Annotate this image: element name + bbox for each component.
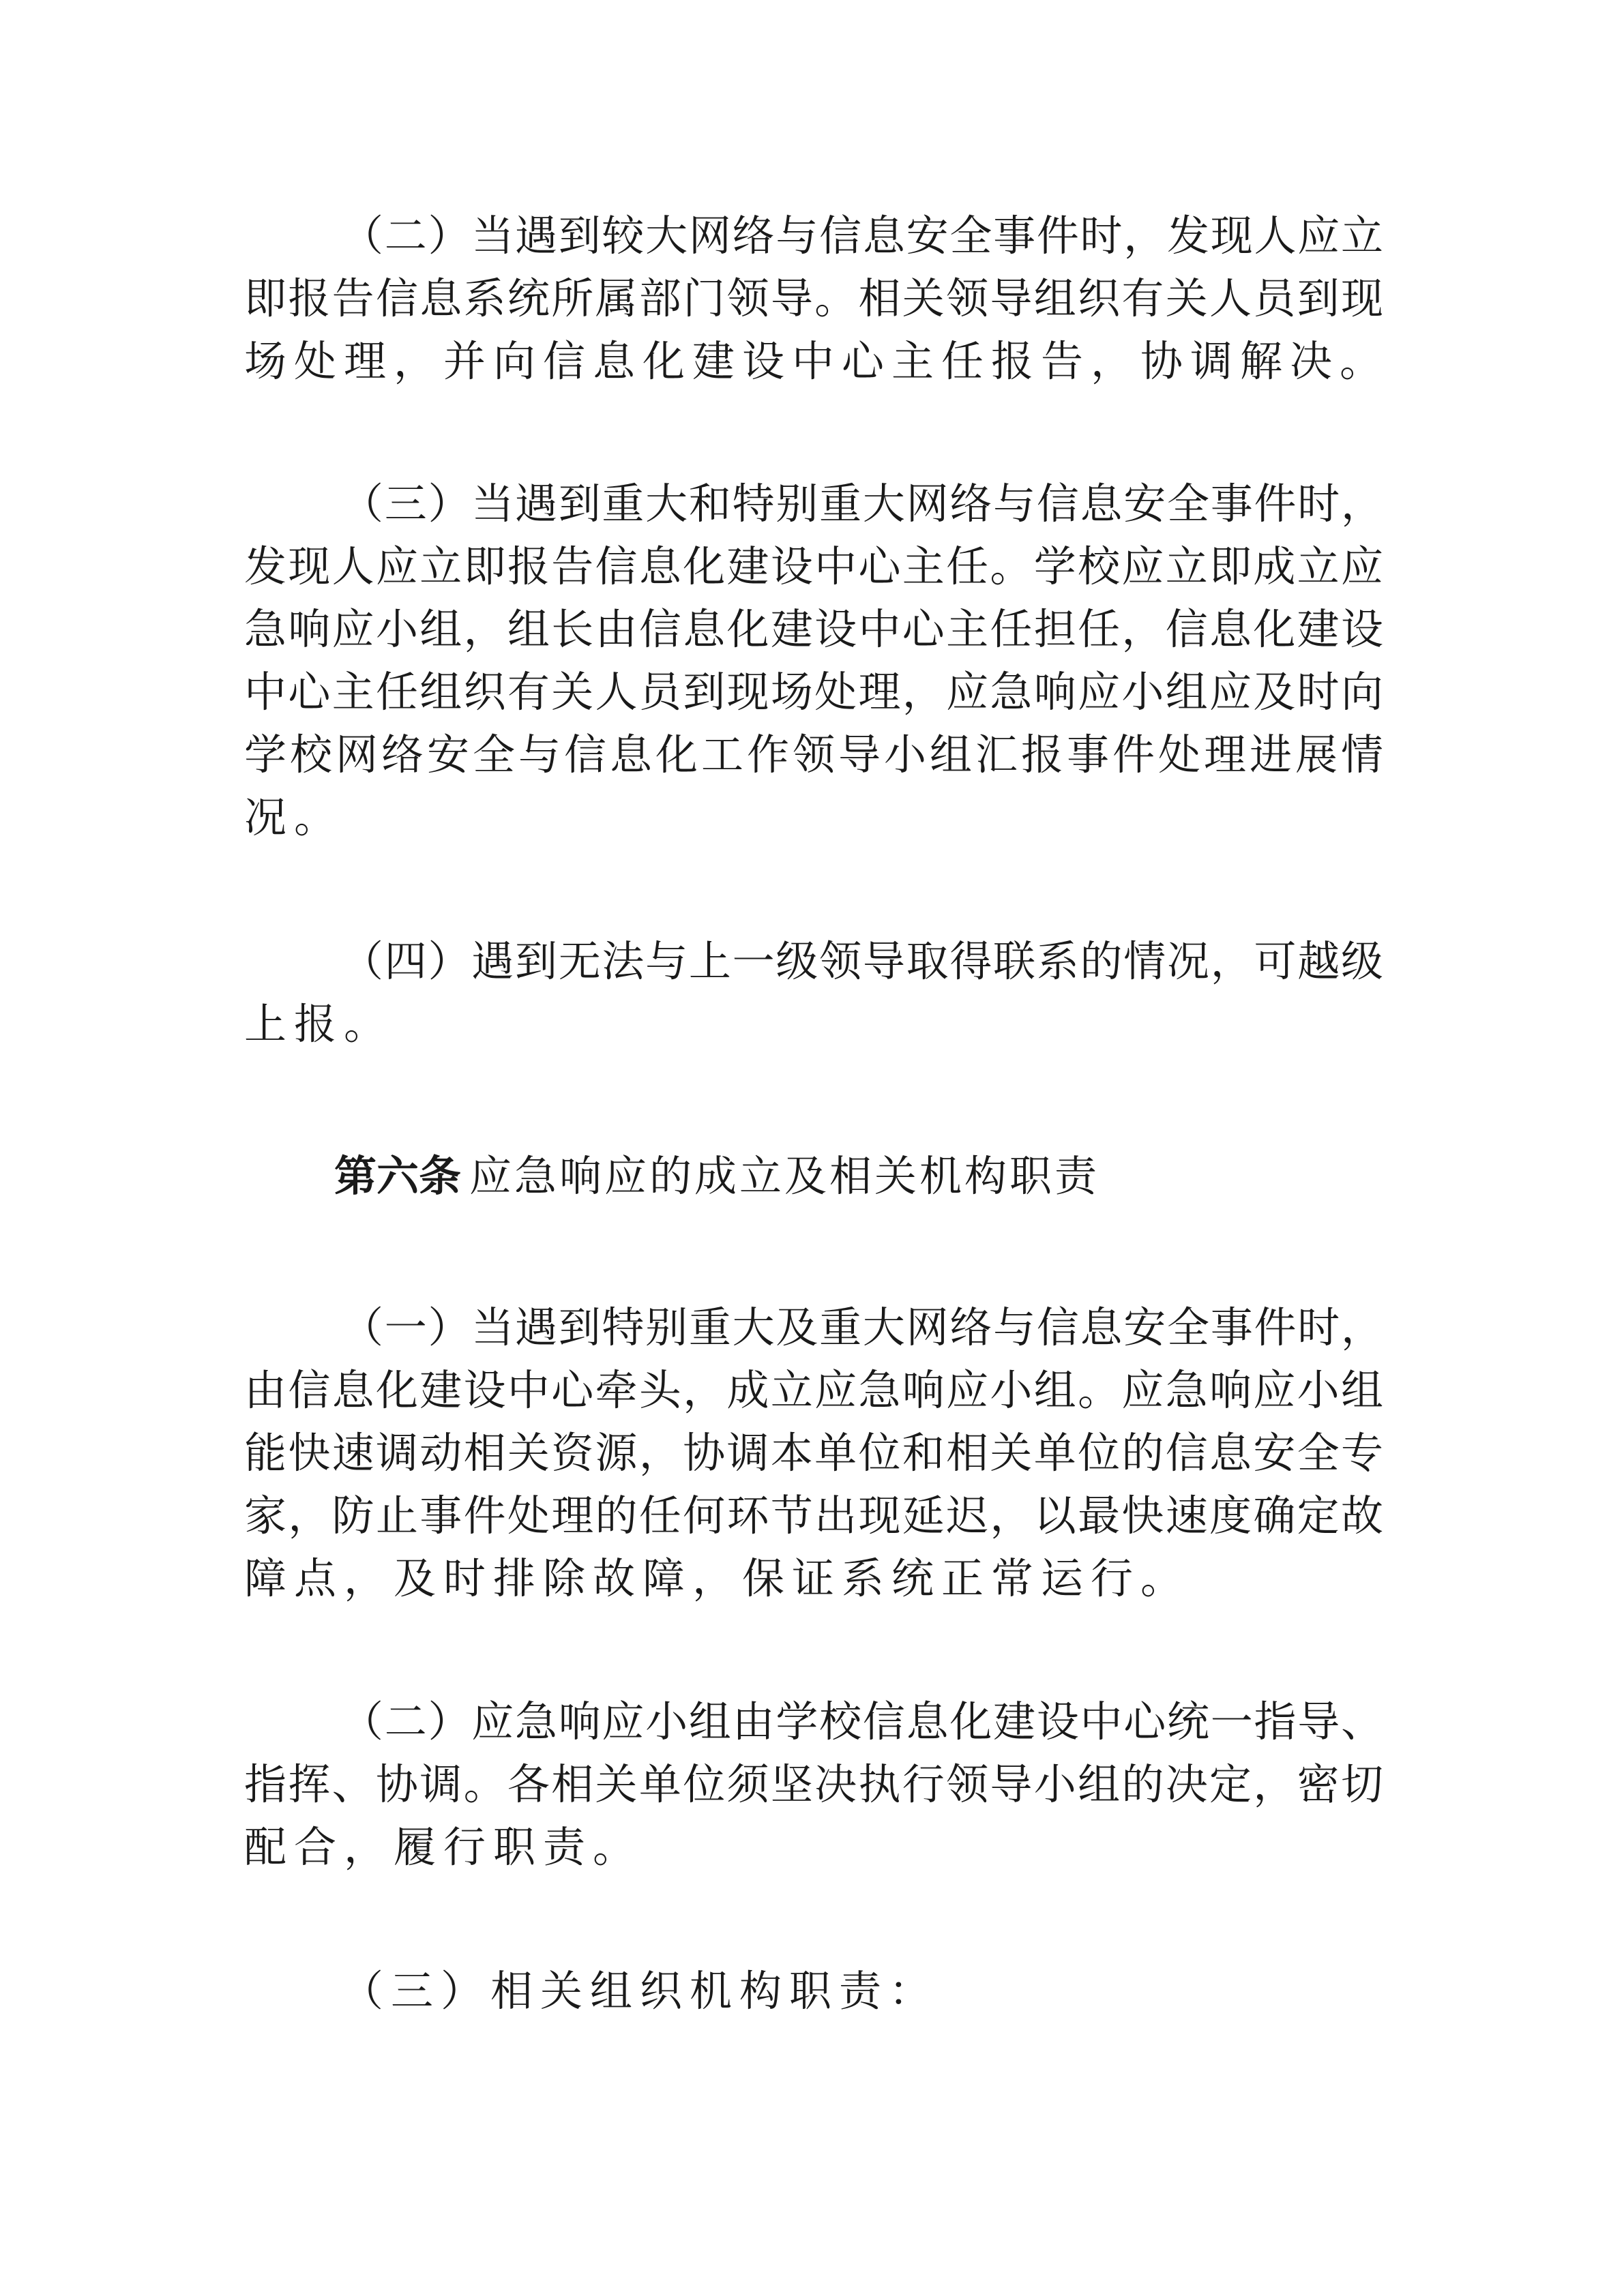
paragraph-line: （四）遇到无法与上一级领导取得联系的情况，可越级 [341, 936, 1383, 986]
paragraph-line: 发现人应立即报告信息化建设中心主任。学校应立即成立应 [244, 541, 1383, 591]
paragraph-line: 配合，履行职责。 [244, 1822, 643, 1872]
paragraph-line: 中心主任组织有关人员到现场处理，应急响应小组应及时向 [244, 667, 1383, 717]
paragraph-line: 场处理，并向信息化建设中心主任报告，协调解决。 [244, 336, 1390, 386]
paragraph-line: 指挥、协调。各相关单位须坚决执行领导小组的决定，密切 [244, 1759, 1383, 1809]
paragraph-line: （二）当遇到较大网络与信息安全事件时，发现人应立 [341, 211, 1383, 260]
article-heading [334, 1149, 1099, 1204]
paragraph-line: 况。 [244, 792, 344, 842]
article-label: 第六条 [334, 1151, 462, 1201]
paragraph-line: （一）当遇到特别重大及重大网络与信息安全事件时， [341, 1302, 1383, 1352]
paragraph-line: 家，防止事件处理的任何环节出现延迟，以最快速度确定故 [244, 1491, 1383, 1540]
paragraph-line: （三）相关组织机构职责： [341, 1966, 939, 2016]
article-title: 应急响应的成立及相关机构职责 [469, 1151, 1100, 1201]
paragraph-line: 急响应小组，组长由信息化建设中心主任担任，信息化建设 [244, 604, 1383, 654]
paragraph-line: 能快速调动相关资源，协调本单位和相关单位的信息安全专 [244, 1428, 1383, 1478]
paragraph-line: 由信息化建设中心牵头，成立应急响应小组。应急响应小组 [244, 1365, 1383, 1415]
paragraph-line: 障点，及时排除故障，保证系统正常运行。 [244, 1553, 1191, 1603]
paragraph-line: （二）应急响应小组由学校信息化建设中心统一指导、 [341, 1697, 1383, 1746]
paragraph-line: （三）当遇到重大和特别重大网络与信息安全事件时， [341, 479, 1383, 528]
paragraph-line: 学校网络安全与信息化工作领导小组汇报事件处理进展情 [244, 730, 1383, 779]
paragraph-line: 即报告信息系统所属部门领导。相关领导组织有关人员到现 [244, 273, 1383, 323]
paragraph-line: 上报。 [244, 999, 394, 1049]
